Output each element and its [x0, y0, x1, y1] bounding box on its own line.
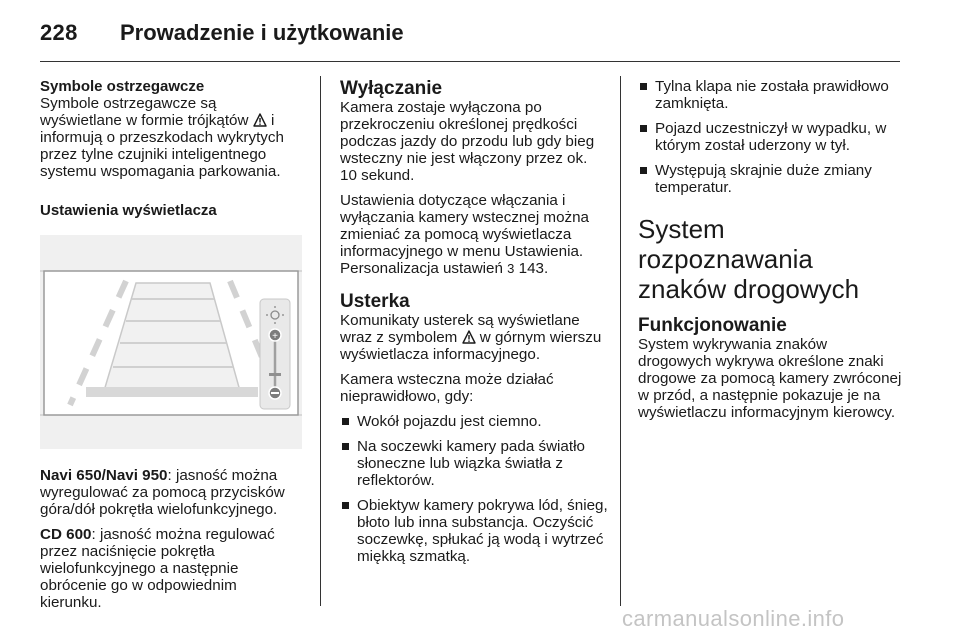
paragraph-switch-off-2: Ustawienia dotyczące włączania i wyłączania kamery wstecznej można zmieniać za pomocą wyświetlacza informacyjnego w menu Ustawienia. Personalizacja ustawień 3 143.: [340, 192, 589, 277]
chapter-title: Prowadzenie i użytkowanie: [120, 20, 404, 45]
paragraph-warning-symbols: Symbole ostrzegawcze są wyświetlane w formie trójkątów i informują o przeszkodach wykrytych przez tylne czujniki inteligentnego systemu wspomagania parkowania.: [40, 95, 284, 180]
column-left: [40, 78, 302, 619]
heading-function: Funkcjonowanie: [638, 315, 787, 336]
paragraph-function: System wykrywania znaków drogowych wykrywa określone znaki drogowe za pomocą kamery zwróconej w przód, a następnie pokazuje je na wyświetlaczu informacyjnym kierowcy.: [638, 336, 902, 421]
column-divider: [320, 76, 321, 606]
paragraph-navi: Navi 650/Navi 950: jasność można wyregulować za pomocą przycisków góra/dół pokrętła wielofunkcyjnego.: [40, 467, 285, 518]
heading-fault: Usterka: [340, 291, 410, 312]
display-settings-illustration: [40, 235, 302, 449]
camera-screen-diagram: [40, 235, 302, 449]
page-header: [40, 20, 900, 62]
column-middle: [340, 78, 608, 573]
heading-display-settings: Ustawienia wyświetlacza: [40, 202, 217, 219]
heading-warning-symbols: Symbole ostrzegawcze: [40, 78, 205, 95]
navi-model-label: Navi 650/Navi 950: [40, 467, 168, 484]
list-item: Występują skrajnie duże zmiany temperatur.: [638, 162, 904, 196]
heading-switch-off: Wyłączanie: [340, 78, 443, 99]
page-reference-arrow[interactable]: 3: [507, 261, 515, 276]
paragraph-fault-1: Komunikaty usterek są wyświetlane wraz z symbolem w górnym wierszu wyświetlacza informacyjnego.: [340, 312, 602, 363]
column-divider: [620, 76, 621, 606]
warning-triangle-icon: [462, 330, 476, 344]
heading-traffic-sign-recognition: System rozpoznawania znaków drogowych: [638, 214, 860, 304]
warning-triangle-icon: [253, 113, 267, 127]
list-item: Pojazd uczestniczył w wypadku, w którym został uderzony w tył.: [638, 120, 904, 154]
list-item: Obiektyw kamery pokrywa lód, śnieg, błoto lub inna substancja. Oczyścić soczewkę, spłukać ją wodą i wytrzeć miękką szmatką.: [340, 497, 608, 565]
watermark: carmanualsonline.info: [622, 606, 845, 631]
list-item: Na soczewki kamery pada światło słoneczne lub wiązka światła z reflektorów.: [340, 438, 608, 489]
svg-text:+: +: [272, 331, 278, 342]
fault-conditions-list: [340, 413, 608, 565]
paragraph-switch-off-1: Kamera zostaje wyłączona po przekroczeniu określonej prędkości podczas jazdy do przodu lub gdy bieg wsteczny nie jest włączony przez ok. 10 sekund.: [340, 99, 595, 184]
paragraph-cd600: CD 600: jasność można regulować przez naciśnięcie pokrętła wielofunkcyjnego a następnie obrócenie go w odpowiednim kierunku.: [40, 526, 275, 611]
list-item: Wokół pojazdu jest ciemno.: [340, 413, 608, 430]
paragraph-fault-2: Kamera wsteczna może działać nieprawidłowo, gdy:: [340, 371, 554, 405]
page-number: 228: [40, 20, 78, 45]
column-right: [638, 78, 904, 429]
list-item: Tylna klapa nie została prawidłowo zamknięta.: [638, 78, 904, 112]
cd-model-label: CD 600: [40, 526, 92, 543]
fault-conditions-list-continued: [638, 78, 904, 196]
